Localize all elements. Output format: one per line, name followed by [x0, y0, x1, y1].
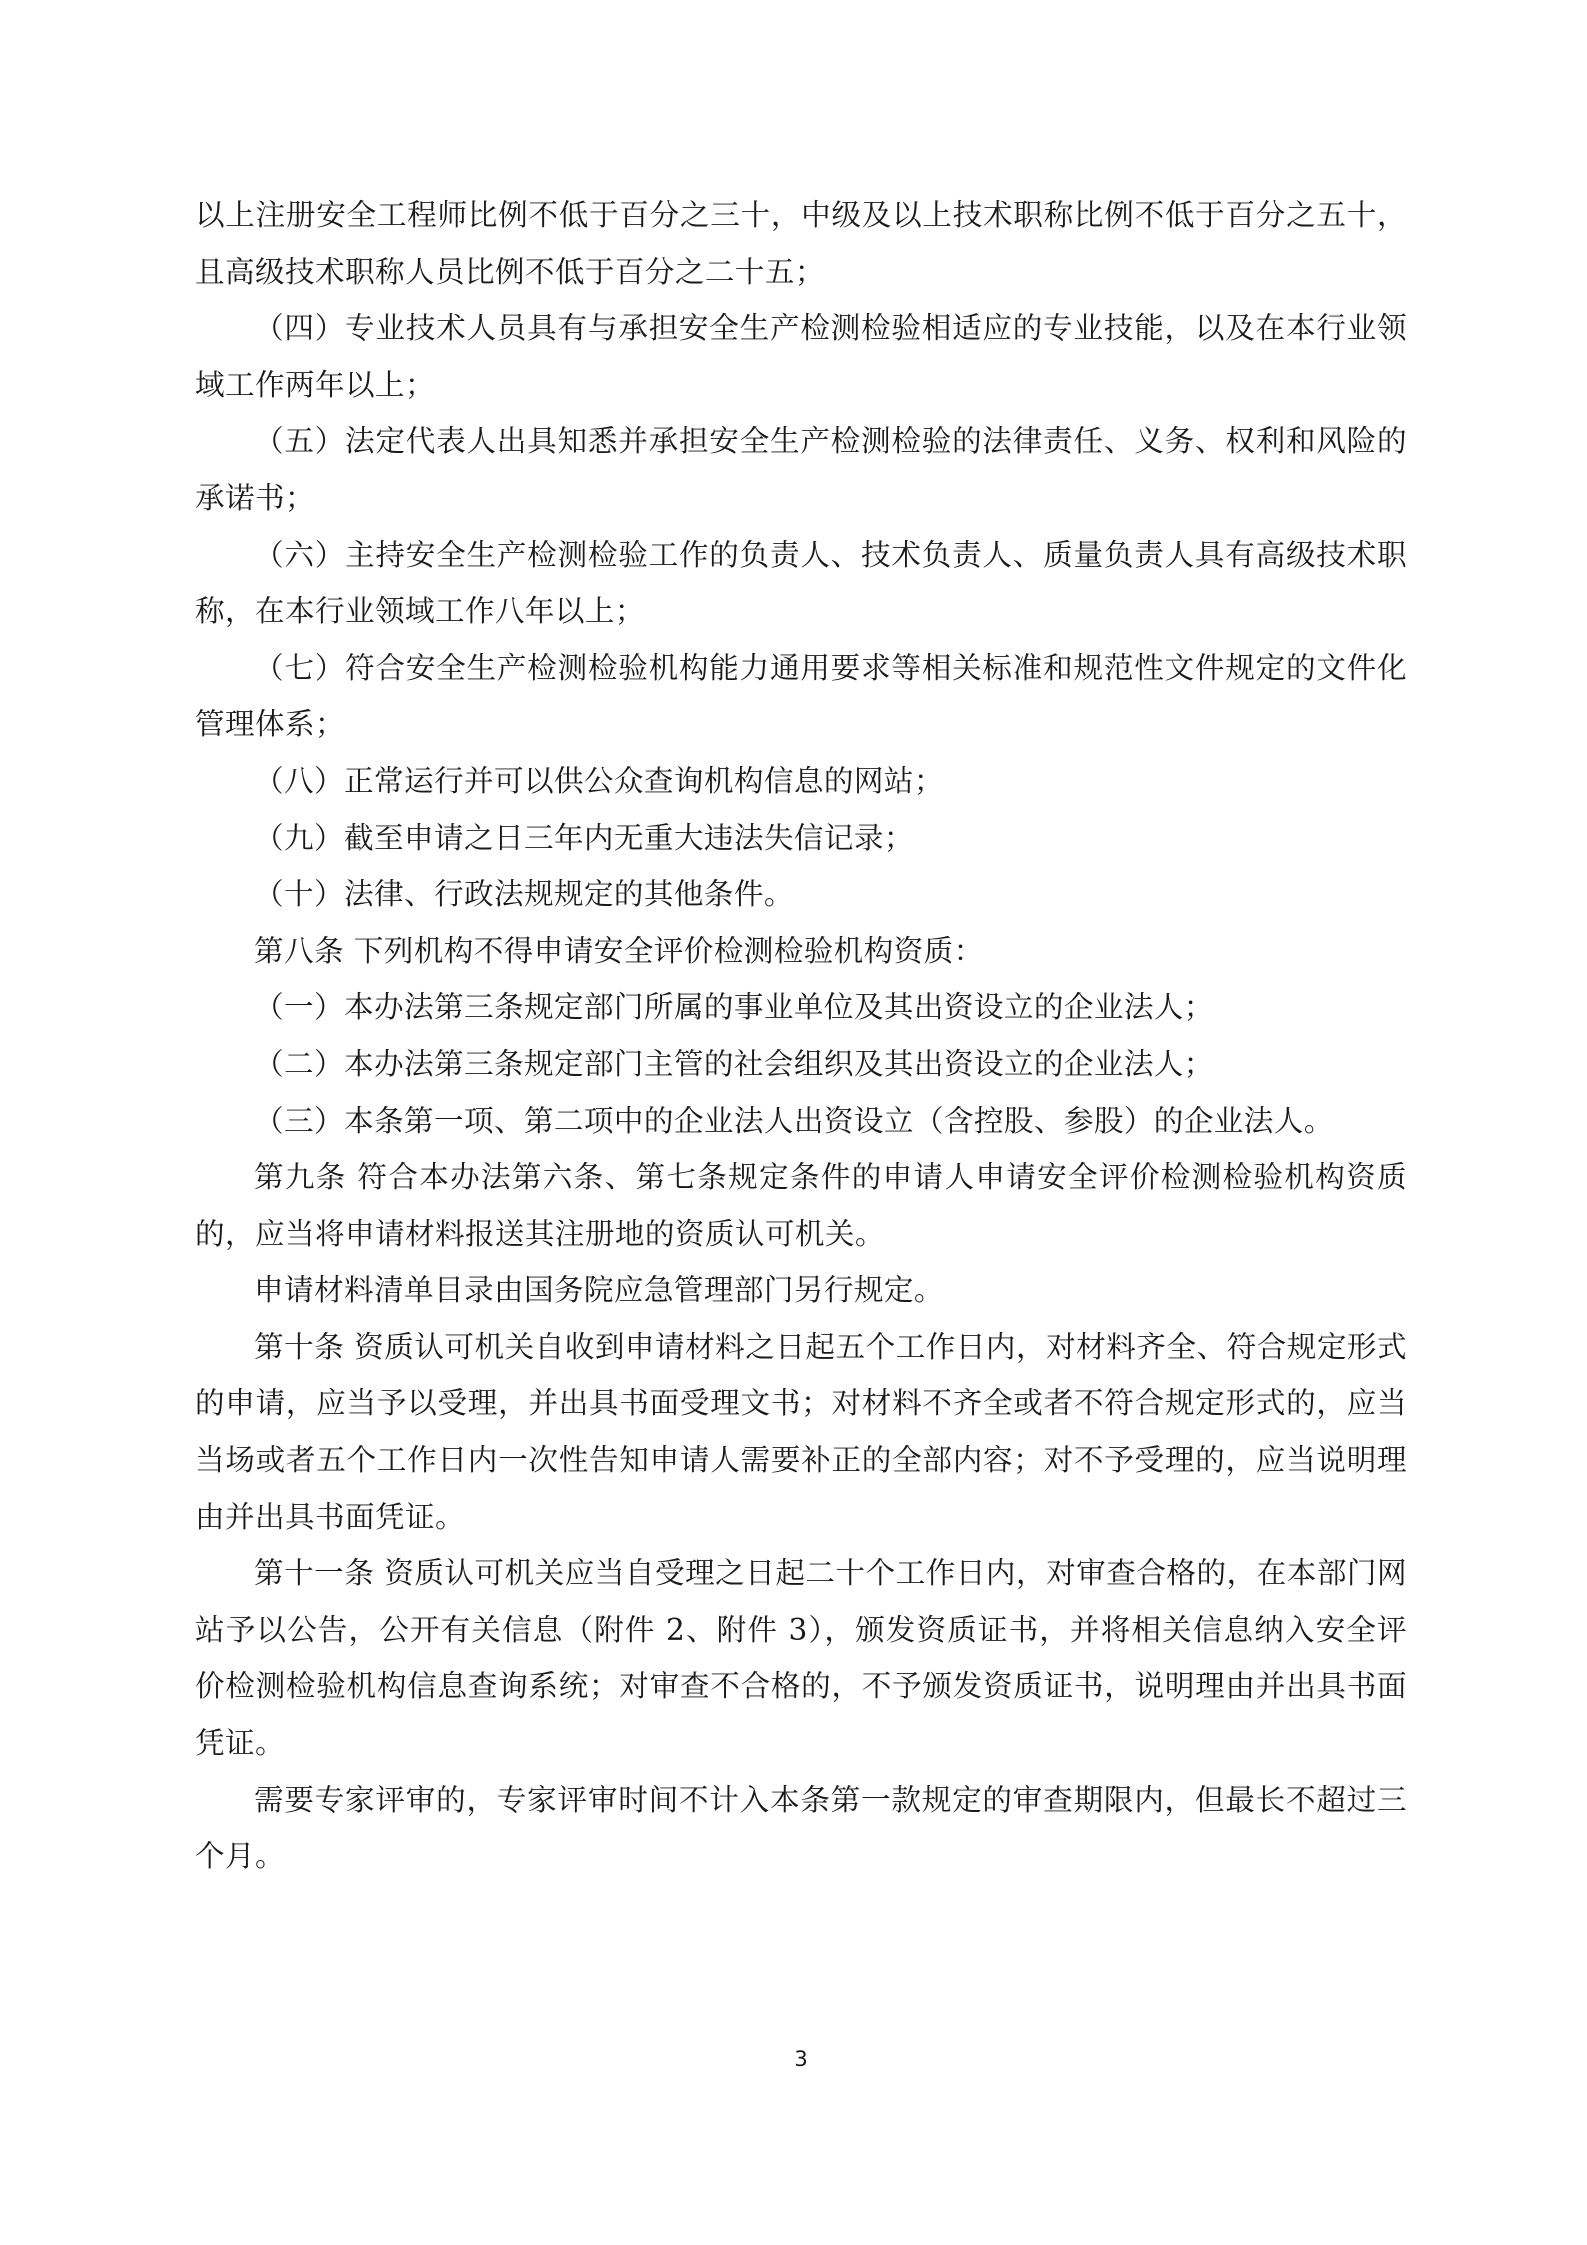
paragraph: （四）专业技术人员具有与承担安全生产检测检验相适应的专业技能，以及在本行业领域工作两年以上； [195, 311, 1407, 402]
paragraph: （一）本办法第三条规定部门所属的事业单位及其出资设立的企业法人； [254, 990, 1214, 1025]
paragraph: 需要专家评审的，专家评审时间不计入本条第一款规定的审查期限内，但最长不超过三个月。 [195, 1782, 1407, 1874]
paragraph: 第十条 资质认可机关自收到申请材料之日起五个工作日内，对材料齐全、符合规定形式的申请，应当予以受理，并出具书面受理文书；对材料不齐全或者不符合规定形式的，应当当场或者五个工作日内一次性告知申请人需要补正的全部内容；对不予受理的，应当说明理由并出具书面凭证。 [195, 1329, 1407, 1534]
paragraph: 第十一条 资质认可机关应当自受理之日起二十个工作日内，对审查合格的，在本部门网站予以公告，公开有关信息（附件 2、附件 3），颁发资质证书，并将相关信息纳入安全评价检测检验机构信息查询系统；对审查不合格的，不予颁发资质证书，说明理由并出具书面凭证。 [195, 1556, 1407, 1761]
paragraph: （九）截至申请之日三年内无重大违法失信记录； [254, 820, 914, 855]
document-body [195, 187, 1407, 1885]
paragraph: 第八条 下列机构不得申请安全评价检测检验机构资质： [254, 933, 984, 968]
paragraph: （六）主持安全生产检测检验工作的负责人、技术负责人、质量负责人具有高级技术职称，在本行业领域工作八年以上； [195, 537, 1407, 629]
paragraph: （七）符合安全生产检测检验机构能力通用要求等相关标准和规范性文件规定的文件化管理体系； [195, 650, 1407, 742]
paragraph: （三）本条第一项、第二项中的企业法人出资设立（含控股、参股）的企业法人。 [254, 1103, 1334, 1138]
paragraph: （八）正常运行并可以供公众查询机构信息的网站； [254, 763, 944, 798]
paragraph: （十）法律、行政法规规定的其他条件。 [254, 877, 794, 912]
paragraph: （五）法定代表人出具知悉并承担安全生产检测检验的法律责任、义务、权利和风险的承诺书； [195, 424, 1407, 515]
document-page [195, 0, 1407, 2245]
page-number: 3 [794, 2047, 808, 2071]
paragraph: 第九条 符合本办法第六条、第七条规定条件的申请人申请安全评价检测检验机构资质的，应当将申请材料报送其注册地的资质认可机关。 [195, 1160, 1407, 1251]
paragraph: 以上注册安全工程师比例不低于百分之三十，中级及以上技术职称比例不低于百分之五十，且高级技术职称人员比例不低于百分之二十五； [195, 198, 1407, 289]
paragraph: （二）本办法第三条规定部门主管的社会组织及其出资设立的企业法人； [254, 1046, 1214, 1081]
paragraph: 申请材料清单目录由国务院应急管理部门另行规定。 [254, 1273, 944, 1308]
